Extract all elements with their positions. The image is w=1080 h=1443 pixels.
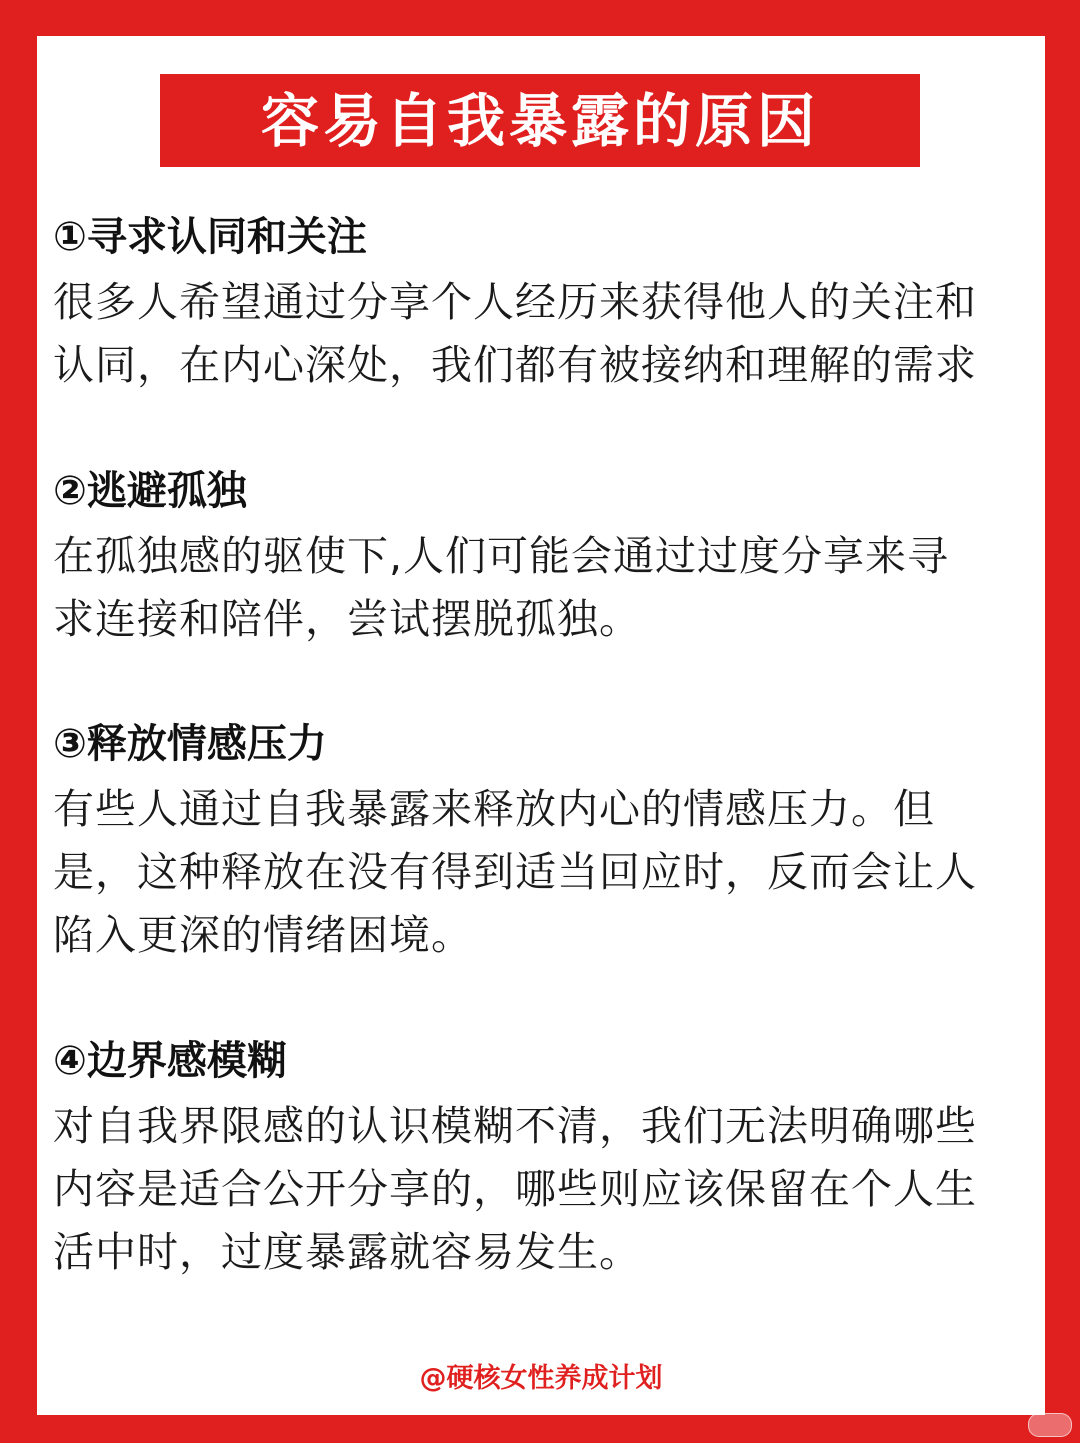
section-heading: ④边界感模糊 xyxy=(53,1038,287,1084)
section-text-line: 对自我界限感的认识模糊不清，我们无法明确哪些 xyxy=(53,1102,977,1150)
section-heading: ②逃避孤独 xyxy=(53,468,247,514)
author-handle: @硬核女性养成计划 xyxy=(419,1363,663,1394)
section-escape-loneliness xyxy=(53,463,1033,651)
content-card xyxy=(37,36,1045,1415)
title-banner xyxy=(160,74,920,167)
section-heading: ①寻求认同和关注 xyxy=(53,214,367,260)
section-text-line: 内容是适合公开分享的，哪些则应该保留在个人生 xyxy=(53,1165,977,1213)
section-seek-approval xyxy=(53,209,1033,397)
section-text-line: 有些人通过自我暴露来释放内心的情感压力。但 xyxy=(53,785,935,833)
section-text-line: 在孤独感的驱使下,人们可能会通过过度分享来寻 xyxy=(53,532,950,580)
page-title: 容易自我暴露的原因 xyxy=(260,86,819,155)
watermark-logo xyxy=(1028,1413,1072,1437)
section-text-line: 认同，在内心深处，我们都有被接纳和理解的需求 xyxy=(53,341,977,389)
section-text-line: 是，这种释放在没有得到适当回应时，反而会让人 xyxy=(53,848,977,896)
section-text-line: 求连接和陪伴，尝试摆脱孤独。 xyxy=(53,595,641,643)
section-release-pressure xyxy=(53,716,1033,967)
section-heading: ③释放情感压力 xyxy=(53,721,327,767)
section-blurred-boundaries xyxy=(53,1033,1033,1284)
section-text-line: 陷入更深的情绪困境。 xyxy=(53,911,473,959)
section-text-line: 很多人希望通过分享个人经历来获得他人的关注和 xyxy=(53,278,977,326)
section-text-line: 活中时，过度暴露就容易发生。 xyxy=(53,1228,641,1276)
